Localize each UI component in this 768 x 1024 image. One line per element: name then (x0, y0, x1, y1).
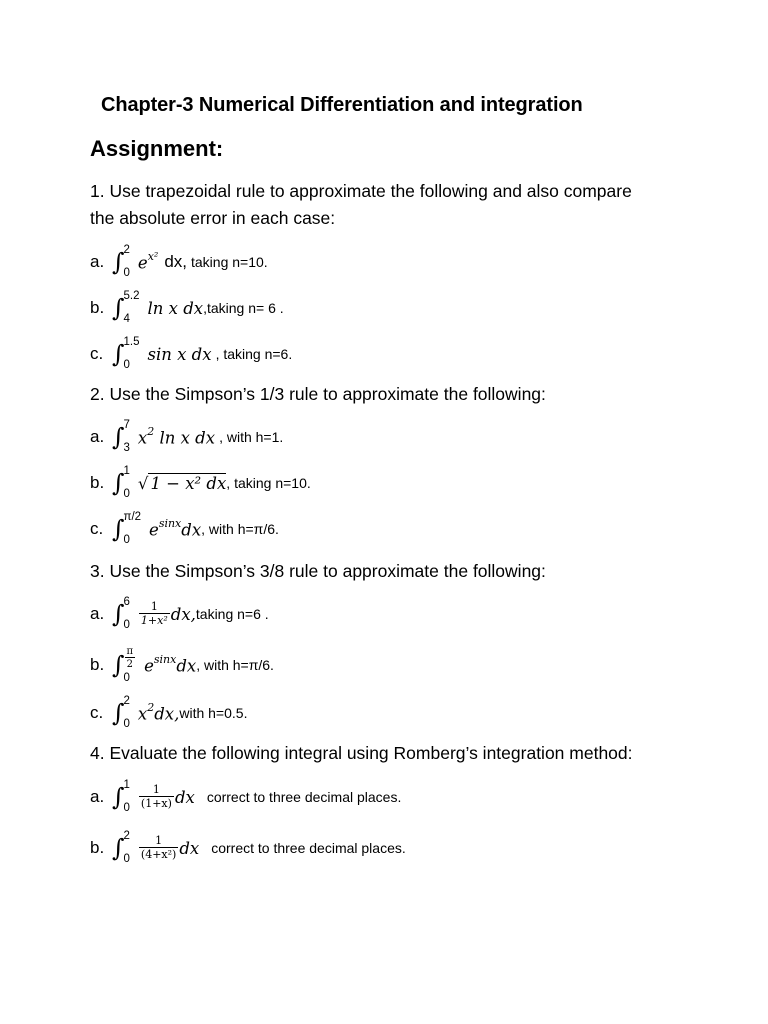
question-1b (90, 291, 284, 325)
item-label: a. (90, 604, 105, 623)
dx: dx (179, 838, 200, 858)
upper-limit: 2 (123, 695, 130, 707)
upper-limit: 7 (123, 419, 130, 431)
item-note: correct to three decimal places. (206, 789, 402, 805)
item-note: with h=0.5. (179, 705, 248, 721)
question-2b (90, 466, 311, 500)
lower-limit: 0 (123, 671, 130, 684)
upper-limit: 5.2 (123, 290, 140, 302)
item-label: b. (90, 655, 105, 674)
question-1-line-2: the absolute error in each case: (90, 208, 336, 228)
upper-limit: 6 (123, 596, 130, 608)
lower-limit: 0 (123, 533, 130, 546)
item-note: , with h=π/6. (196, 657, 274, 673)
lower-limit: 0 (123, 852, 130, 865)
item-label: c. (90, 344, 104, 363)
question-3c (90, 696, 247, 730)
integral-sign: ∫ 2 0 (112, 830, 130, 865)
dx: dx, (170, 604, 196, 624)
integrand: $x^2dx$, (137, 700, 180, 724)
fraction: $\frac{1}{\text{(4+x²)}}$ (140, 833, 177, 861)
item-note: , with h=π/6. (201, 521, 279, 537)
integrand: $e^{x^2}$ (137, 249, 159, 273)
question-1-line-1: 1. Use trapezoidal rule to approximate the following and also compare (90, 181, 632, 201)
fraction: $\frac{1}{\text{1+x²}}$ (140, 599, 168, 627)
chapter-title: Chapter-3 Numerical Differentiation and integration (101, 94, 583, 116)
integrand: √ 1 − x² dx (137, 473, 227, 493)
question-1-text (90, 178, 632, 232)
lower-limit: 0 (123, 266, 130, 279)
integral-sign: ∫ 2 0 (112, 244, 130, 279)
item-label: c. (90, 519, 104, 538)
integral-sign: ∫ 7 3 (112, 419, 130, 454)
upper-limit: 1.5 (123, 336, 140, 348)
item-label: a. (90, 427, 105, 446)
lower-limit: 4 (123, 312, 130, 325)
question-3b (90, 648, 274, 682)
item-label: a. (90, 787, 105, 806)
integral-sign: ∫ $\frac{\pi}{2}$ 0 (112, 646, 136, 684)
question-2-text: 2. Use the Simpson’s 1/3 rule to approximate the following: (90, 384, 546, 404)
dx: dx, (164, 252, 187, 271)
item-note: , with h=1. (219, 429, 284, 445)
question-2a (90, 420, 283, 454)
integral-sign: ∫ 1 0 (112, 779, 130, 814)
question-4a (90, 780, 401, 814)
integral-sign: ∫ 6 0 (112, 596, 130, 631)
lower-limit: 0 (123, 717, 130, 730)
upper-limit: 1 (123, 779, 130, 791)
item-label: b. (90, 298, 105, 317)
integral-sign: ∫ 1 0 (112, 465, 130, 500)
item-label: a. (90, 252, 105, 271)
integrand: sin x dx (147, 344, 212, 364)
item-note: correct to three decimal places. (211, 840, 406, 856)
item-note: , taking n=10. (226, 475, 311, 491)
question-3-text: 3. Use the Simpson’s 3/8 rule to approximate the following: (90, 561, 546, 581)
question-4b (90, 831, 406, 865)
question-4-text: 4. Evaluate the following integral using Romberg’s integration method: (90, 743, 633, 763)
lower-limit: 3 (123, 441, 130, 454)
lower-limit: 0 (123, 487, 130, 500)
integral-sign: ∫ 5.2 4 (112, 290, 140, 325)
lower-limit: 0 (123, 358, 130, 371)
integral-sign: ∫ 2 0 (112, 695, 130, 730)
question-2c (90, 512, 279, 546)
item-label: b. (90, 473, 105, 492)
integral-sign: ∫ π/2 0 (112, 511, 142, 546)
item-label: c. (90, 703, 104, 722)
item-label: b. (90, 838, 105, 857)
item-note: , taking n=6. (215, 346, 293, 362)
item-note: ,taking n= 6 . (203, 300, 284, 316)
assignment-heading: Assignment: (90, 136, 224, 161)
integrand: $x^2$ ln x dx (137, 424, 216, 448)
upper-limit: 2 (123, 830, 130, 842)
lower-limit: 0 (123, 801, 130, 814)
upper-limit: π/2 (123, 511, 142, 523)
upper-limit: 1 (123, 465, 130, 477)
fraction: $\frac{1}{(1+x)}$ (140, 782, 172, 810)
upper-limit: 2 (123, 244, 130, 256)
integrand: ln x dx (147, 298, 204, 318)
integrand: $e^{sinx}dx$ (144, 652, 197, 676)
dx: dx (174, 787, 195, 807)
question-1c (90, 337, 292, 371)
lower-limit: 0 (123, 618, 130, 631)
item-note: taking n=6 . (195, 606, 269, 622)
question-1a (90, 245, 268, 279)
question-3a (90, 597, 269, 631)
item-note: taking n=10. (191, 254, 268, 270)
integrand: $e^{sinx}dx$ (149, 516, 202, 540)
integral-sign: ∫ 1.5 0 (112, 336, 140, 371)
